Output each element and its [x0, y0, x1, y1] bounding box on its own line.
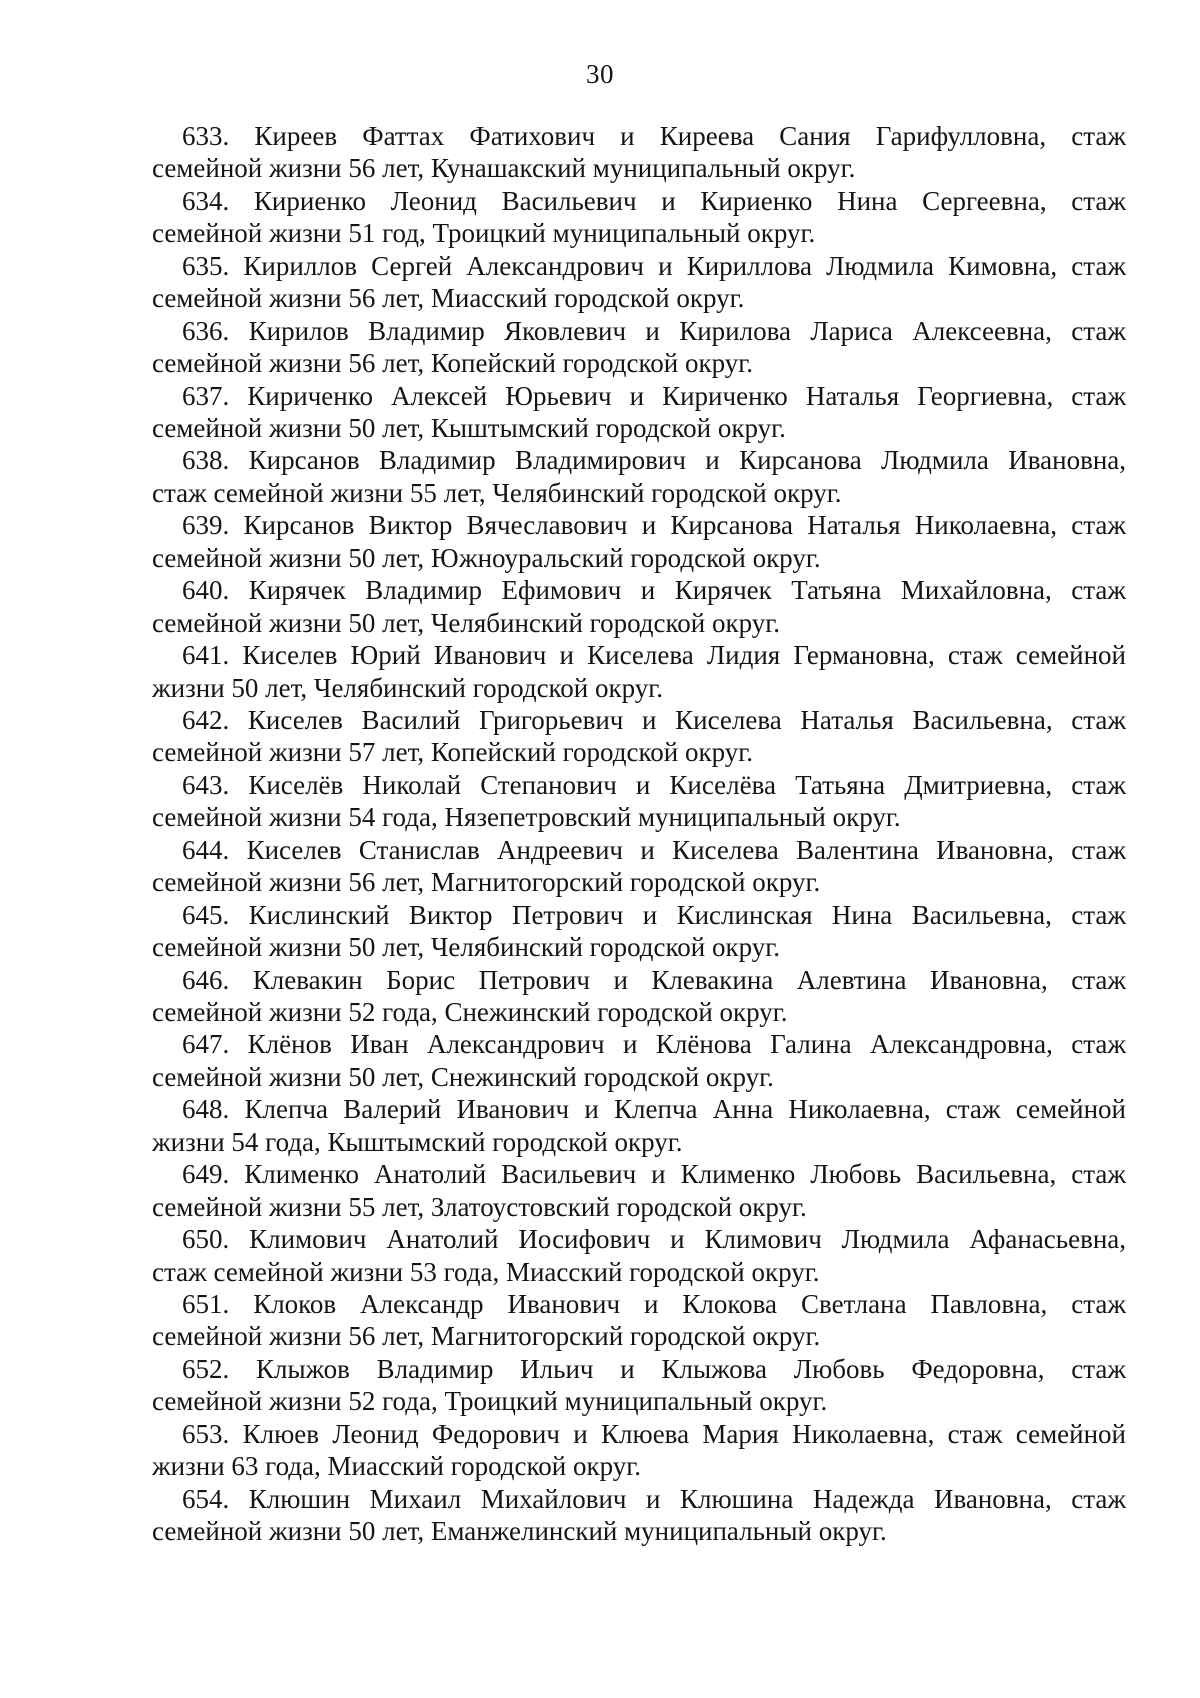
entry-line-2: семейной жизни 56 лет, Магнитогорский городской округ.	[152, 1321, 821, 1352]
entry-line-2: жизни 50 лет, Челябинский городской округ.	[152, 672, 664, 703]
entry-line-2: семейной жизни 50 лет, Снежинский городской округ.	[152, 1061, 774, 1092]
entry-line-1: 641. Киселев Юрий Иванович и Киселева Лидия Германовна, стаж семейной	[182, 640, 1126, 671]
entry-line-1: 638. Кирсанов Владимир Владимирович и Кирсанова Людмила Ивановна,	[182, 445, 1126, 476]
list-item	[152, 315, 1126, 380]
entry-line-2: семейной жизни 56 лет, Магнитогорский городской округ.	[152, 867, 821, 898]
entry-line-1: 639. Кирсанов Виктор Вячеславович и Кирсанова Наталья Николаевна, стаж	[182, 510, 1126, 541]
list-item	[152, 380, 1126, 445]
entry-line-2: семейной жизни 56 лет, Копейский городской округ.	[152, 348, 753, 379]
entries-list	[152, 120, 1126, 1548]
list-item	[152, 1418, 1126, 1483]
entry-line-2: семейной жизни 50 лет, Челябинский городской округ.	[152, 607, 781, 638]
entry-line-1: 644. Киселев Станислав Андреевич и Киселева Валентина Ивановна, стаж	[182, 834, 1126, 865]
list-item	[152, 1158, 1126, 1223]
entry-line-1: 642. Киселев Василий Григорьевич и Киселева Наталья Васильевна, стаж	[182, 705, 1126, 736]
list-item	[152, 509, 1126, 574]
list-item	[152, 1483, 1126, 1548]
entry-line-1: 651. Клоков Александр Иванович и Клокова Светлана Павловна, стаж	[182, 1289, 1126, 1320]
list-item	[152, 1288, 1126, 1353]
entry-line-2: стаж семейной жизни 53 года, Миасский городской округ.	[152, 1256, 820, 1287]
entry-line-2: семейной жизни 57 лет, Копейский городской округ.	[152, 737, 753, 768]
entry-line-2: семейной жизни 56 лет, Кунашакский муниципальный округ.	[152, 153, 856, 184]
entry-line-1: 633. Киреев Фаттах Фатихович и Киреева Сания Гарифулловна, стаж	[182, 121, 1126, 151]
entry-line-1: 637. Кириченко Алексей Юрьевич и Кириченко Наталья Георгиевна, стаж	[182, 380, 1126, 411]
entry-line-2: семейной жизни 54 года, Нязепетровский муниципальный округ.	[152, 802, 901, 833]
list-item	[152, 250, 1126, 315]
entry-line-2: семейной жизни 50 лет, Еманжелинский муниципальный округ.	[152, 1516, 887, 1547]
list-item	[152, 1028, 1126, 1093]
entry-line-2: семейной жизни 52 года, Снежинский городской округ.	[152, 997, 788, 1028]
list-item	[152, 1093, 1126, 1158]
list-item	[152, 574, 1126, 639]
entry-line-2: семейной жизни 50 лет, Кыштымский городской округ.	[152, 413, 786, 444]
entry-line-2: семейной жизни 56 лет, Миасский городской округ.	[152, 283, 745, 314]
entry-line-2: семейной жизни 52 года, Троицкий муниципальный округ.	[152, 1386, 828, 1417]
entry-line-1: 650. Климович Анатолий Иосифович и Климович Людмила Афанасьевна,	[182, 1224, 1126, 1255]
list-item	[152, 185, 1126, 250]
entry-line-1: 646. Клевакин Борис Петрович и Клевакина Алевтина Ивановна, стаж	[182, 964, 1126, 995]
entry-line-2: жизни 63 года, Миасский городской округ.	[152, 1451, 642, 1482]
entry-line-1: 634. Кириенко Леонид Васильевич и Кириенко Нина Сергеевна, стаж	[182, 185, 1126, 216]
entry-line-1: 654. Клюшин Михаил Михайлович и Клюшина Надежда Ивановна, стаж	[182, 1483, 1126, 1514]
entry-line-1: 645. Кислинский Виктор Петрович и Кислинская Нина Васильевна, стаж	[182, 899, 1126, 930]
entry-line-2: семейной жизни 50 лет, Южноуральский городской округ.	[152, 542, 821, 573]
entry-line-2: семейной жизни 51 год, Троицкий муниципальный округ.	[152, 218, 816, 249]
list-item	[152, 899, 1126, 964]
entry-line-2: семейной жизни 55 лет, Златоустовский городской округ.	[152, 1191, 807, 1222]
entry-line-1: 648. Клепча Валерий Иванович и Клепча Анна Николаевна, стаж семейной	[182, 1094, 1126, 1125]
list-item	[152, 120, 1126, 185]
list-item	[152, 964, 1126, 1029]
list-item	[152, 1353, 1126, 1418]
entry-line-1: 640. Кирячек Владимир Ефимович и Кирячек Татьяна Михайловна, стаж	[182, 575, 1126, 606]
entry-line-1: 643. Киселёв Николай Степанович и Киселёва Татьяна Дмитриевна, стаж	[182, 769, 1126, 800]
entry-line-1: 636. Кирилов Владимир Яковлевич и Кирилова Лариса Алексеевна, стаж	[182, 315, 1126, 346]
entry-line-2: жизни 54 года, Кыштымский городской округ.	[152, 1126, 683, 1157]
entry-line-2: стаж семейной жизни 55 лет, Челябинский городской округ.	[152, 477, 842, 508]
list-item	[152, 704, 1126, 769]
entry-line-1: 652. Клыжов Владимир Ильич и Клыжова Любовь Федоровна, стаж	[182, 1353, 1126, 1384]
entry-line-2: семейной жизни 50 лет, Челябинский городской округ.	[152, 932, 781, 963]
list-item	[152, 444, 1126, 509]
list-item	[152, 769, 1126, 834]
entry-line-1: 647. Клёнов Иван Александрович и Клёнова Галина Александровна, стаж	[182, 1029, 1126, 1060]
page-number: 30	[586, 59, 614, 89]
entry-line-1: 653. Клюев Леонид Федорович и Клюева Мария Николаевна, стаж семейной	[182, 1418, 1126, 1449]
list-item	[152, 639, 1126, 704]
entry-line-1: 635. Кириллов Сергей Александрович и Кириллова Людмила Кимовна, стаж	[182, 250, 1126, 281]
list-item	[152, 834, 1126, 899]
list-item	[152, 1223, 1126, 1288]
entry-line-1: 649. Клименко Анатолий Васильевич и Клименко Любовь Васильевна, стаж	[182, 1159, 1126, 1190]
